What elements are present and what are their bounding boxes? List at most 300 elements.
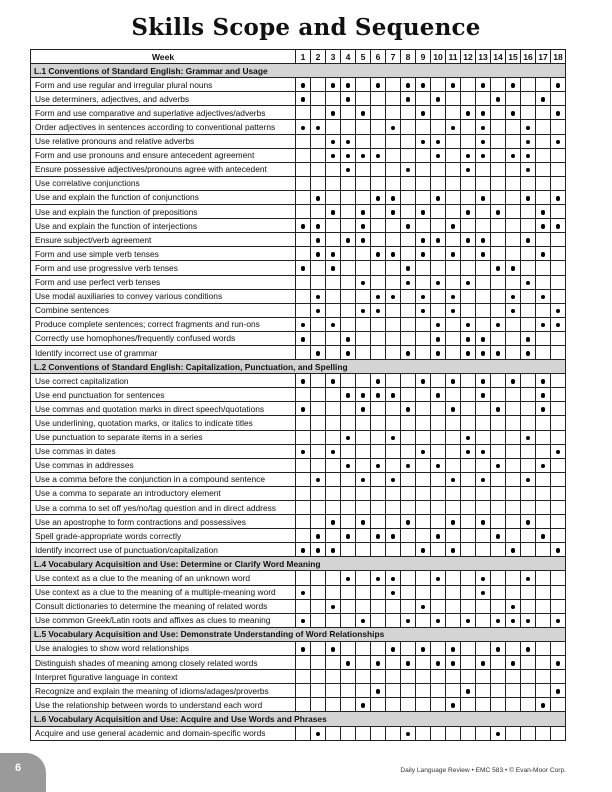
covered-dot-icon bbox=[406, 520, 411, 525]
week-cell bbox=[356, 247, 371, 261]
week-cell bbox=[536, 684, 551, 698]
week-cell bbox=[491, 148, 506, 162]
covered-dot-icon bbox=[556, 619, 561, 624]
covered-dot-icon bbox=[481, 252, 486, 257]
week-cell bbox=[371, 501, 386, 515]
skills-table-body bbox=[31, 64, 566, 741]
covered-dot-icon bbox=[451, 295, 456, 300]
week-number-6: 6 bbox=[371, 50, 386, 64]
week-cell bbox=[356, 402, 371, 416]
week-cell bbox=[461, 317, 476, 331]
week-cell bbox=[476, 585, 491, 599]
covered-dot-icon bbox=[316, 548, 321, 553]
week-cell bbox=[416, 529, 431, 543]
covered-dot-icon bbox=[391, 478, 396, 483]
week-cell bbox=[431, 698, 446, 712]
week-cell bbox=[476, 219, 491, 233]
week-cell bbox=[371, 261, 386, 275]
covered-dot-icon bbox=[301, 647, 306, 652]
week-cell bbox=[311, 430, 326, 444]
covered-dot-icon bbox=[541, 323, 546, 328]
covered-dot-icon bbox=[466, 168, 471, 173]
week-cell bbox=[431, 613, 446, 627]
covered-dot-icon bbox=[556, 140, 561, 145]
week-cell bbox=[506, 458, 521, 472]
week-cell bbox=[311, 247, 326, 261]
week-cell bbox=[431, 543, 446, 557]
covered-dot-icon bbox=[511, 605, 516, 610]
skill-label: Produce complete sentences; correct fragments and run-ons bbox=[31, 317, 296, 331]
covered-dot-icon bbox=[406, 407, 411, 412]
week-cell bbox=[551, 501, 566, 515]
week-cell bbox=[476, 641, 491, 655]
skill-label: Use context as a clue to the meaning of a multiple-meaning word bbox=[31, 585, 296, 599]
week-cell bbox=[356, 486, 371, 500]
week-cell bbox=[341, 247, 356, 261]
covered-dot-icon bbox=[391, 196, 396, 201]
week-cell bbox=[356, 388, 371, 402]
covered-dot-icon bbox=[361, 619, 366, 624]
covered-dot-icon bbox=[346, 140, 351, 145]
week-cell bbox=[476, 543, 491, 557]
week-cell bbox=[326, 148, 341, 162]
week-cell bbox=[431, 501, 446, 515]
week-cell bbox=[311, 444, 326, 458]
week-cell bbox=[521, 219, 536, 233]
week-cell bbox=[371, 247, 386, 261]
week-cell bbox=[431, 529, 446, 543]
week-cell bbox=[341, 120, 356, 134]
week-cell bbox=[461, 698, 476, 712]
week-cell bbox=[506, 106, 521, 120]
week-cell bbox=[356, 599, 371, 613]
covered-dot-icon bbox=[346, 83, 351, 88]
covered-dot-icon bbox=[316, 478, 321, 483]
week-cell bbox=[551, 388, 566, 402]
week-cell bbox=[551, 472, 566, 486]
covered-dot-icon bbox=[511, 266, 516, 271]
week-cell bbox=[521, 585, 536, 599]
covered-dot-icon bbox=[511, 295, 516, 300]
week-cell bbox=[371, 529, 386, 543]
week-cell bbox=[521, 120, 536, 134]
covered-dot-icon bbox=[496, 732, 501, 737]
week-cell bbox=[446, 416, 461, 430]
week-cell bbox=[386, 444, 401, 458]
week-cell bbox=[551, 92, 566, 106]
week-cell bbox=[386, 613, 401, 627]
week-cell bbox=[461, 416, 476, 430]
week-cell bbox=[326, 684, 341, 698]
week-cell bbox=[476, 374, 491, 388]
week-cell bbox=[386, 472, 401, 486]
week-cell bbox=[401, 190, 416, 204]
week-cell bbox=[386, 726, 401, 740]
week-cell bbox=[446, 599, 461, 613]
skill-label: Use an apostrophe to form contractions and possessives bbox=[31, 515, 296, 529]
week-cell bbox=[551, 402, 566, 416]
covered-dot-icon bbox=[301, 548, 306, 553]
skill-label: Form and use regular and irregular plural nouns bbox=[31, 78, 296, 92]
skill-row bbox=[31, 106, 566, 120]
week-cell bbox=[371, 205, 386, 219]
week-cell bbox=[296, 233, 311, 247]
week-cell bbox=[296, 317, 311, 331]
week-cell bbox=[431, 275, 446, 289]
week-cell bbox=[461, 190, 476, 204]
week-cell bbox=[491, 317, 506, 331]
week-cell bbox=[416, 684, 431, 698]
week-cell bbox=[311, 515, 326, 529]
week-cell bbox=[311, 261, 326, 275]
week-cell bbox=[476, 190, 491, 204]
section-title: L.1 Conventions of Standard English: Grammar and Usage bbox=[31, 64, 566, 78]
week-cell bbox=[416, 219, 431, 233]
covered-dot-icon bbox=[556, 196, 561, 201]
covered-dot-icon bbox=[481, 450, 486, 455]
week-cell bbox=[311, 416, 326, 430]
week-cell bbox=[536, 529, 551, 543]
covered-dot-icon bbox=[496, 210, 501, 215]
week-cell bbox=[416, 120, 431, 134]
week-cell bbox=[551, 219, 566, 233]
skill-row bbox=[31, 303, 566, 317]
week-cell bbox=[431, 472, 446, 486]
week-header: Week bbox=[31, 50, 296, 64]
week-cell bbox=[461, 275, 476, 289]
week-cell bbox=[446, 472, 461, 486]
week-cell bbox=[416, 698, 431, 712]
week-cell bbox=[296, 486, 311, 500]
covered-dot-icon bbox=[451, 407, 456, 412]
week-cell bbox=[476, 402, 491, 416]
covered-dot-icon bbox=[406, 464, 411, 469]
covered-dot-icon bbox=[346, 351, 351, 356]
covered-dot-icon bbox=[466, 111, 471, 116]
week-cell bbox=[536, 472, 551, 486]
week-cell bbox=[356, 233, 371, 247]
week-cell bbox=[506, 78, 521, 92]
covered-dot-icon bbox=[376, 661, 381, 666]
week-cell bbox=[401, 599, 416, 613]
week-cell bbox=[536, 726, 551, 740]
covered-dot-icon bbox=[391, 534, 396, 539]
week-cell bbox=[431, 190, 446, 204]
week-cell bbox=[461, 543, 476, 557]
week-cell bbox=[296, 698, 311, 712]
week-cell bbox=[506, 472, 521, 486]
covered-dot-icon bbox=[421, 210, 426, 215]
week-cell bbox=[476, 486, 491, 500]
week-cell bbox=[326, 571, 341, 585]
skill-row bbox=[31, 444, 566, 458]
covered-dot-icon bbox=[406, 732, 411, 737]
week-cell bbox=[326, 726, 341, 740]
skill-label: Recognize and explain the meaning of idioms/adages/proverbs bbox=[31, 684, 296, 698]
week-cell bbox=[326, 345, 341, 359]
week-cell bbox=[506, 486, 521, 500]
week-cell bbox=[491, 106, 506, 120]
week-cell bbox=[311, 233, 326, 247]
week-cell bbox=[521, 444, 536, 458]
week-cell bbox=[371, 162, 386, 176]
week-cell bbox=[371, 275, 386, 289]
covered-dot-icon bbox=[481, 379, 486, 384]
week-cell bbox=[356, 190, 371, 204]
week-cell bbox=[476, 289, 491, 303]
covered-dot-icon bbox=[526, 168, 531, 173]
week-cell bbox=[476, 120, 491, 134]
covered-dot-icon bbox=[361, 478, 366, 483]
week-cell bbox=[491, 176, 506, 190]
skill-label: Form and use simple verb tenses bbox=[31, 247, 296, 261]
week-cell bbox=[386, 430, 401, 444]
covered-dot-icon bbox=[556, 309, 561, 314]
week-cell bbox=[536, 641, 551, 655]
week-cell bbox=[461, 472, 476, 486]
week-cell bbox=[416, 388, 431, 402]
covered-dot-icon bbox=[391, 126, 396, 131]
week-cell bbox=[326, 416, 341, 430]
week-cell bbox=[521, 331, 536, 345]
skill-label: Use commas and quotation marks in direct speech/quotations bbox=[31, 402, 296, 416]
week-cell bbox=[386, 486, 401, 500]
week-cell bbox=[296, 529, 311, 543]
covered-dot-icon bbox=[541, 464, 546, 469]
week-cell bbox=[521, 317, 536, 331]
week-cell bbox=[326, 275, 341, 289]
week-cell bbox=[491, 120, 506, 134]
week-cell bbox=[341, 515, 356, 529]
covered-dot-icon bbox=[541, 252, 546, 257]
week-cell bbox=[296, 331, 311, 345]
covered-dot-icon bbox=[301, 97, 306, 102]
covered-dot-icon bbox=[331, 647, 336, 652]
week-cell bbox=[551, 148, 566, 162]
week-cell bbox=[446, 120, 461, 134]
week-cell bbox=[416, 289, 431, 303]
week-number-9: 9 bbox=[416, 50, 431, 64]
week-cell bbox=[401, 331, 416, 345]
covered-dot-icon bbox=[541, 534, 546, 539]
covered-dot-icon bbox=[331, 450, 336, 455]
week-cell bbox=[491, 641, 506, 655]
week-cell bbox=[461, 289, 476, 303]
week-cell bbox=[551, 303, 566, 317]
week-cell bbox=[431, 599, 446, 613]
week-cell bbox=[551, 176, 566, 190]
week-cell bbox=[416, 641, 431, 655]
covered-dot-icon bbox=[406, 266, 411, 271]
covered-dot-icon bbox=[541, 295, 546, 300]
week-cell bbox=[491, 571, 506, 585]
skill-row bbox=[31, 641, 566, 655]
week-cell bbox=[551, 261, 566, 275]
week-cell bbox=[326, 205, 341, 219]
week-cell bbox=[356, 726, 371, 740]
skill-label: Use punctuation to separate items in a series bbox=[31, 430, 296, 444]
week-cell bbox=[461, 261, 476, 275]
covered-dot-icon bbox=[421, 309, 426, 314]
week-cell bbox=[506, 416, 521, 430]
covered-dot-icon bbox=[466, 436, 471, 441]
week-cell bbox=[491, 190, 506, 204]
week-cell bbox=[491, 613, 506, 627]
week-cell bbox=[506, 613, 521, 627]
week-cell bbox=[551, 529, 566, 543]
week-cell bbox=[341, 571, 356, 585]
week-cell bbox=[296, 148, 311, 162]
skill-row bbox=[31, 529, 566, 543]
week-cell bbox=[551, 233, 566, 247]
week-number-14: 14 bbox=[491, 50, 506, 64]
week-cell bbox=[386, 190, 401, 204]
skill-row bbox=[31, 331, 566, 345]
week-cell bbox=[311, 529, 326, 543]
week-cell bbox=[551, 444, 566, 458]
week-cell bbox=[446, 261, 461, 275]
week-cell bbox=[551, 289, 566, 303]
week-cell bbox=[506, 430, 521, 444]
week-number-1: 1 bbox=[296, 50, 311, 64]
week-cell bbox=[506, 515, 521, 529]
week-number-8: 8 bbox=[401, 50, 416, 64]
skill-row bbox=[31, 289, 566, 303]
week-cell bbox=[311, 289, 326, 303]
week-number-2: 2 bbox=[311, 50, 326, 64]
skill-row bbox=[31, 430, 566, 444]
covered-dot-icon bbox=[436, 97, 441, 102]
week-cell bbox=[386, 416, 401, 430]
week-cell bbox=[386, 529, 401, 543]
week-cell bbox=[491, 670, 506, 684]
covered-dot-icon bbox=[451, 379, 456, 384]
section-header-row bbox=[31, 627, 566, 641]
week-cell bbox=[476, 529, 491, 543]
skill-row bbox=[31, 543, 566, 557]
skill-row bbox=[31, 148, 566, 162]
week-cell bbox=[536, 416, 551, 430]
week-number-5: 5 bbox=[356, 50, 371, 64]
week-cell bbox=[536, 317, 551, 331]
covered-dot-icon bbox=[406, 281, 411, 286]
week-cell bbox=[311, 599, 326, 613]
week-cell bbox=[506, 190, 521, 204]
covered-dot-icon bbox=[301, 619, 306, 624]
week-cell bbox=[416, 571, 431, 585]
covered-dot-icon bbox=[346, 393, 351, 398]
week-cell bbox=[506, 331, 521, 345]
week-cell bbox=[416, 430, 431, 444]
week-cell bbox=[401, 374, 416, 388]
week-cell bbox=[431, 162, 446, 176]
covered-dot-icon bbox=[436, 323, 441, 328]
week-cell bbox=[341, 317, 356, 331]
covered-dot-icon bbox=[481, 196, 486, 201]
covered-dot-icon bbox=[421, 252, 426, 257]
week-cell bbox=[476, 317, 491, 331]
week-cell bbox=[326, 458, 341, 472]
covered-dot-icon bbox=[481, 351, 486, 356]
week-cell bbox=[386, 275, 401, 289]
week-cell bbox=[356, 219, 371, 233]
week-cell bbox=[296, 599, 311, 613]
covered-dot-icon bbox=[466, 337, 471, 342]
covered-dot-icon bbox=[496, 534, 501, 539]
week-cell bbox=[401, 261, 416, 275]
week-cell bbox=[536, 599, 551, 613]
week-cell bbox=[326, 78, 341, 92]
skill-label: Use end punctuation for sentences bbox=[31, 388, 296, 402]
week-number-10: 10 bbox=[431, 50, 446, 64]
covered-dot-icon bbox=[436, 238, 441, 243]
covered-dot-icon bbox=[391, 252, 396, 257]
week-cell bbox=[476, 613, 491, 627]
covered-dot-icon bbox=[436, 154, 441, 159]
week-cell bbox=[551, 430, 566, 444]
week-cell bbox=[446, 444, 461, 458]
week-cell bbox=[476, 430, 491, 444]
week-cell bbox=[446, 585, 461, 599]
week-cell bbox=[431, 148, 446, 162]
skill-row bbox=[31, 599, 566, 613]
week-cell bbox=[356, 303, 371, 317]
week-cell bbox=[491, 515, 506, 529]
week-cell bbox=[521, 613, 536, 627]
week-cell bbox=[536, 289, 551, 303]
covered-dot-icon bbox=[556, 661, 561, 666]
week-cell bbox=[506, 233, 521, 247]
week-cell bbox=[371, 303, 386, 317]
week-cell bbox=[536, 331, 551, 345]
week-cell bbox=[326, 656, 341, 670]
week-cell bbox=[491, 233, 506, 247]
week-cell bbox=[431, 458, 446, 472]
week-cell bbox=[326, 472, 341, 486]
week-cell bbox=[461, 205, 476, 219]
week-cell bbox=[476, 275, 491, 289]
week-cell bbox=[491, 275, 506, 289]
week-cell bbox=[371, 388, 386, 402]
covered-dot-icon bbox=[481, 337, 486, 342]
skill-row bbox=[31, 219, 566, 233]
week-cell bbox=[461, 162, 476, 176]
covered-dot-icon bbox=[361, 111, 366, 116]
week-cell bbox=[446, 726, 461, 740]
week-cell bbox=[521, 233, 536, 247]
covered-dot-icon bbox=[451, 703, 456, 708]
week-cell bbox=[521, 529, 536, 543]
week-cell bbox=[536, 275, 551, 289]
week-cell bbox=[386, 585, 401, 599]
week-cell bbox=[461, 486, 476, 500]
covered-dot-icon bbox=[466, 323, 471, 328]
covered-dot-icon bbox=[316, 126, 321, 131]
covered-dot-icon bbox=[511, 111, 516, 116]
covered-dot-icon bbox=[346, 337, 351, 342]
skill-row bbox=[31, 416, 566, 430]
week-cell bbox=[386, 261, 401, 275]
week-cell bbox=[431, 134, 446, 148]
week-cell bbox=[371, 92, 386, 106]
week-cell bbox=[401, 303, 416, 317]
covered-dot-icon bbox=[451, 309, 456, 314]
week-cell bbox=[386, 656, 401, 670]
week-cell bbox=[341, 92, 356, 106]
week-cell bbox=[296, 571, 311, 585]
week-cell bbox=[326, 247, 341, 261]
week-cell bbox=[371, 641, 386, 655]
